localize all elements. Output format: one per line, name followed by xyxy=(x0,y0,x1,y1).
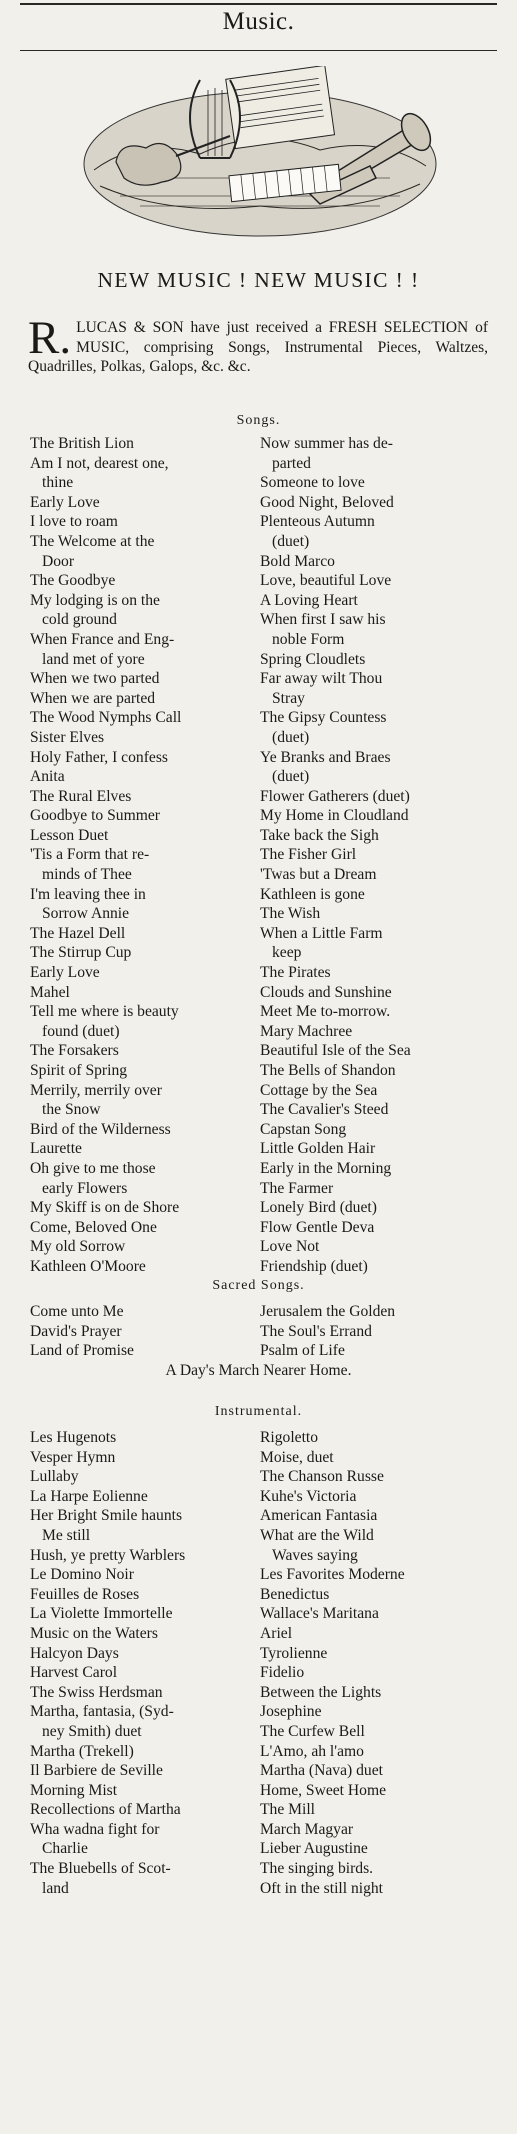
instrumental-label: Instrumental. xyxy=(214,1404,303,1419)
song-title: The Goodbye xyxy=(30,572,116,590)
song-title: Early in the Morning xyxy=(260,1159,392,1177)
song-title: The Farmer xyxy=(260,1179,334,1197)
instrumental-title: Martha (Nava) duet xyxy=(260,1762,383,1780)
instrumental-title: Tyrolienne xyxy=(260,1644,328,1662)
instrumental-title: Les Hugenots xyxy=(30,1429,117,1446)
song-title: Flow Gentle Deva xyxy=(260,1218,375,1236)
instrumental-title: Vesper Hymn xyxy=(30,1448,116,1466)
song-title: the Snow xyxy=(42,1101,101,1119)
instrumental-title: The Mill xyxy=(260,1801,316,1819)
song-title: Bird of the Wilderness xyxy=(30,1120,171,1138)
song-title: Oh give to me those xyxy=(30,1159,156,1177)
song-title: Anita xyxy=(30,768,65,786)
song-title: Spring Cloudlets xyxy=(260,650,366,668)
instrumental-title: ney Smith) duet xyxy=(42,1722,142,1740)
instrumental-title: Martha (Trekell) xyxy=(30,1742,134,1760)
song-title: My lodging is on the xyxy=(30,591,160,609)
song-title: The Pirates xyxy=(260,964,331,982)
instrumental-title: Josephine xyxy=(260,1703,322,1721)
instrumental-title: The Curfew Bell xyxy=(260,1722,365,1740)
song-title: Cottage by the Sea xyxy=(260,1081,378,1099)
instrumental-title: Home, Sweet Home xyxy=(260,1781,387,1799)
song-title: Door xyxy=(42,552,75,570)
song-title: When we are parted xyxy=(30,689,156,707)
instrumental-title: Ariel xyxy=(260,1624,293,1642)
song-title: Lonely Bird (duet) xyxy=(260,1199,377,1217)
heading-rule xyxy=(20,50,497,51)
songs-left-column xyxy=(30,434,255,1277)
sacred-footer-title: A Day's March Nearer Home. xyxy=(165,1362,352,1379)
song-title: Early Love xyxy=(30,493,100,511)
song-title: The Welcome at the xyxy=(30,532,155,550)
song-title: Kathleen is gone xyxy=(260,885,365,903)
song-title: Mary Machree xyxy=(260,1022,353,1040)
song-title: Lesson Duet xyxy=(30,826,109,844)
drop-cap: R. xyxy=(28,312,72,364)
song-title: Love Not xyxy=(260,1238,320,1256)
song-title: Far away wilt Thou xyxy=(260,670,383,688)
songs-label: Songs. xyxy=(236,413,281,428)
song-title: parted xyxy=(272,454,311,472)
song-title: Good Night, Beloved xyxy=(260,493,394,511)
song-title: I'm leaving thee in xyxy=(30,885,146,903)
instrumental-title: Il Barbiere de Seville xyxy=(30,1762,163,1780)
instrumental-title: Le Domino Noir xyxy=(30,1566,134,1584)
song-title: land met of yore xyxy=(42,650,145,668)
top-rule xyxy=(20,3,497,5)
song-title: Little Golden Hair xyxy=(260,1140,376,1158)
sacred-song-title: Jerusalem the Golden xyxy=(260,1303,396,1320)
instrumental-title: Benedictus xyxy=(260,1585,330,1603)
song-title: Beautiful Isle of the Sea xyxy=(260,1042,411,1060)
song-title: thine xyxy=(42,474,74,492)
sacred-song-title: Come unto Me xyxy=(30,1303,124,1320)
song-title: early Flowers xyxy=(42,1179,128,1197)
song-title: The Cavalier's Steed xyxy=(260,1101,389,1119)
instrumental-title: The Bluebells of Scot- xyxy=(30,1860,171,1878)
song-title: The Gipsy Countess xyxy=(260,709,387,727)
instrumental-title: American Fantasia xyxy=(260,1507,378,1525)
song-title: Goodbye to Summer xyxy=(30,807,160,825)
instrumental-title: Between the Lights xyxy=(260,1683,382,1701)
song-title: Laurette xyxy=(30,1140,82,1158)
instrumental-title: Charlie xyxy=(42,1840,88,1858)
sacred-song-title: The Soul's Errand xyxy=(260,1322,372,1340)
instrumental-title: Rigoletto xyxy=(260,1429,319,1446)
instrumental-title: Oft in the still night xyxy=(260,1879,384,1897)
song-title: When first I saw his xyxy=(260,611,386,629)
instrumental-title: Waves saying xyxy=(272,1546,358,1564)
song-title: The Bells of Shandon xyxy=(260,1062,396,1079)
song-title: cold ground xyxy=(42,611,117,629)
song-title: My Skiff is on de Shore xyxy=(30,1199,180,1217)
song-title: Mahel xyxy=(30,983,70,1001)
song-title: Now summer has de- xyxy=(260,435,393,452)
song-title: (duet) xyxy=(272,728,310,746)
instrumental-right-column xyxy=(260,1428,485,1898)
instrumental-title: Feuilles de Roses xyxy=(30,1585,140,1603)
instrumental-title: Halcyon Days xyxy=(30,1644,119,1662)
song-title: The Wish xyxy=(260,905,321,923)
instrumental-title: L'Amo, ah l'amo xyxy=(260,1742,364,1760)
instrumental-title: Martha, fantasia, (Syd- xyxy=(30,1703,174,1721)
instrumental-title: Wha wadna fight for xyxy=(30,1820,160,1838)
song-title: Bold Marco xyxy=(260,552,335,570)
sacred-right-column xyxy=(260,1302,485,1361)
instrumental-title: What are the Wild xyxy=(260,1526,374,1544)
sacred-song-title: Land of Promise xyxy=(30,1342,134,1360)
song-title: The Fisher Girl xyxy=(260,846,357,864)
instrumental-title: Recollections of Martha xyxy=(30,1801,181,1819)
instrumental-title: The singing birds. xyxy=(260,1860,374,1878)
song-title: Merrily, merrily over xyxy=(30,1081,162,1099)
sacred-left-column xyxy=(30,1302,255,1361)
instrumental-title: Lieber Augustine xyxy=(260,1840,368,1858)
song-title: Plenteous Autumn xyxy=(260,513,375,531)
song-title: The Forsakers xyxy=(30,1042,119,1060)
song-title: Am I not, dearest one, xyxy=(30,454,169,472)
sheet-music-icon xyxy=(226,66,335,149)
sacred-songs-label: Sacred Songs. xyxy=(212,1278,305,1293)
song-title: keep xyxy=(272,944,302,962)
instrumental-title: Moise, duet xyxy=(260,1448,334,1466)
instrumental-title: Harvest Carol xyxy=(30,1664,118,1682)
instrumental-title: Fidelio xyxy=(260,1664,305,1682)
song-title: (duet) xyxy=(272,768,310,786)
song-title: The British Lion xyxy=(30,435,134,452)
instrumental-title: Kuhe's Victoria xyxy=(260,1487,357,1505)
song-title: found (duet) xyxy=(42,1022,120,1040)
instrumental-title: La Violette Immortelle xyxy=(30,1605,173,1623)
instrumental-title: Me still xyxy=(42,1526,91,1544)
instrumental-title: land xyxy=(42,1879,69,1897)
instrumental-title: The Swiss Herdsman xyxy=(30,1683,163,1701)
intro-text: LUCAS & SON have just received a FRESH SELECTION of MUSIC, comprising Songs, Instrumental Pieces, Waltzes, Quadrilles, Polkas, Galops, &c. &c. xyxy=(28,319,488,375)
song-title: Stray xyxy=(272,689,305,707)
instrumental-title: The Chanson Russe xyxy=(260,1468,384,1486)
song-title: Clouds and Sunshine xyxy=(260,983,392,1001)
song-title: Tell me where is beauty xyxy=(30,1003,179,1021)
song-title: Friendship (duet) xyxy=(260,1257,368,1275)
instrumental-left-column xyxy=(30,1428,255,1898)
song-title: minds of Thee xyxy=(42,866,132,884)
banner-headline: NEW MUSIC ! NEW MUSIC ! ! xyxy=(97,268,420,292)
song-title: Love, beautiful Love xyxy=(260,572,392,590)
song-title: The Stirrup Cup xyxy=(30,944,132,962)
advertisement-intro xyxy=(28,312,488,377)
instrumental-title: Wallace's Maritana xyxy=(260,1605,379,1623)
song-title: When France and Eng- xyxy=(30,630,175,648)
song-title: Take back the Sigh xyxy=(260,826,379,844)
song-title: Sister Elves xyxy=(30,728,105,746)
song-title: Ye Branks and Braes xyxy=(260,748,391,766)
song-title: I love to roam xyxy=(30,513,118,531)
sacred-song-title: David's Prayer xyxy=(30,1322,122,1340)
song-title: A Loving Heart xyxy=(260,591,358,609)
song-title: Flower Gatherers (duet) xyxy=(260,787,410,805)
music-instruments-illustration xyxy=(80,66,440,242)
song-title: My Home in Cloudland xyxy=(260,807,409,825)
song-title: Kathleen O'Moore xyxy=(30,1257,146,1275)
instrumental-title: Hush, ye pretty Warblers xyxy=(30,1546,186,1564)
instrumental-title: March Magyar xyxy=(260,1820,354,1838)
sacred-song-title: Psalm of Life xyxy=(260,1342,345,1360)
instrumental-title: Lullaby xyxy=(30,1468,79,1486)
song-title: Meet Me to-morrow. xyxy=(260,1003,391,1021)
song-title: (duet) xyxy=(272,532,310,550)
song-title: 'Tis a Form that re- xyxy=(30,846,150,864)
songs-right-column xyxy=(260,434,485,1277)
song-title: Capstan Song xyxy=(260,1120,347,1138)
instrumental-title: La Harpe Eolienne xyxy=(30,1487,148,1505)
song-title: My old Sorrow xyxy=(30,1238,126,1256)
song-title: The Hazel Dell xyxy=(30,924,126,942)
section-heading: Music. xyxy=(222,8,295,35)
instrumental-title: Morning Mist xyxy=(30,1781,118,1799)
song-title: Early Love xyxy=(30,964,100,982)
song-title: 'Twas but a Dream xyxy=(260,866,377,884)
song-title: Sorrow Annie xyxy=(42,905,130,923)
song-title: When a Little Farm xyxy=(260,924,383,942)
song-title: Spirit of Spring xyxy=(30,1062,128,1079)
instrumental-title: Music on the Waters xyxy=(30,1624,158,1642)
song-title: Holy Father, I confess xyxy=(30,748,168,766)
song-title: noble Form xyxy=(272,630,345,648)
song-title: When we two parted xyxy=(30,670,160,688)
instrumental-title: Her Bright Smile haunts xyxy=(30,1507,183,1525)
song-title: The Wood Nymphs Call xyxy=(30,709,182,727)
song-title: Someone to love xyxy=(260,474,365,492)
instrumental-title: Les Favorites Moderne xyxy=(260,1566,405,1584)
song-title: The Rural Elves xyxy=(30,787,132,805)
song-title: Come, Beloved One xyxy=(30,1218,157,1236)
